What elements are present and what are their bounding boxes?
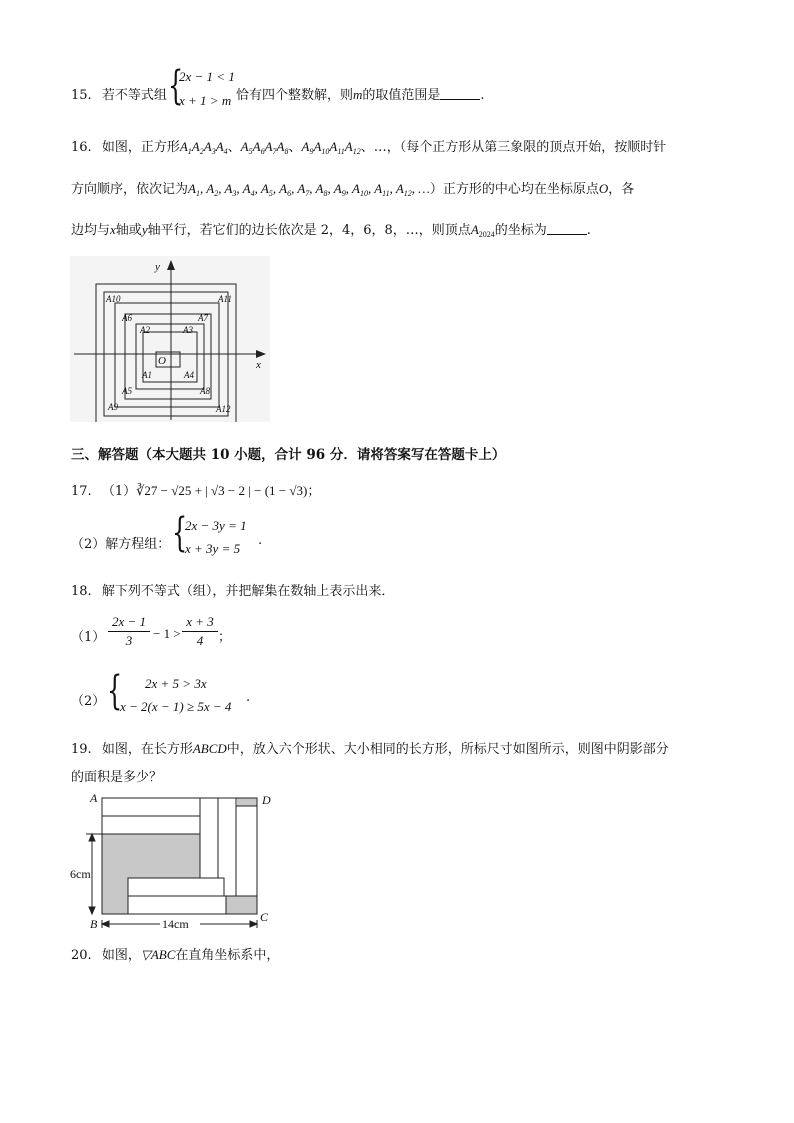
q17-system-row-2: x + 3y = 5	[185, 541, 241, 556]
q16-end: .	[586, 223, 591, 238]
var-y: y	[141, 222, 148, 237]
q16-text: 方向顺序，依次记为	[71, 182, 189, 197]
label-A7: A7	[198, 313, 208, 323]
q18-system-row-2: x − 2(x − 1) ≥ 5x − 4	[120, 699, 232, 714]
question-number: 16.	[71, 140, 92, 155]
rectangles-figure	[70, 788, 280, 934]
q17-end: .	[258, 533, 263, 548]
squares-figure	[70, 256, 270, 422]
section-title: 三、解答题（本大题共 10 小题，合计 96 分．请将答案写在答题卡上）	[71, 447, 506, 463]
q16-line-3	[71, 219, 591, 239]
axis-label-x: x	[256, 359, 261, 371]
q19-line-1	[71, 738, 669, 757]
part-label: （1）	[101, 484, 137, 499]
q19-text: 如图，在长方形	[101, 742, 193, 757]
height-label: 6cm	[70, 867, 91, 881]
q18-system-row-1: 2x + 5 > 3x	[145, 676, 207, 691]
rect-name: ABCD	[192, 741, 227, 756]
triangle-name: ▽ABC	[140, 947, 176, 962]
system-brace: {	[168, 63, 184, 109]
q16-text: 边均与	[71, 223, 111, 238]
q20-line	[71, 944, 279, 963]
fraction-1	[108, 614, 150, 649]
fraction-2-numerator: x + 3	[186, 614, 214, 629]
answer-blank[interactable]	[547, 222, 587, 235]
q16-text: ，（每个正方形从第三象限的顶点开始，按顺时针	[386, 140, 667, 155]
vertex-B: B	[90, 917, 98, 931]
answer-blank[interactable]	[440, 87, 480, 100]
system-brace: {	[172, 510, 188, 556]
q18-end: .	[246, 690, 251, 705]
q18-part-1-label: （1）	[71, 630, 106, 645]
label-A2: A2	[140, 325, 150, 335]
q16-sep: 、	[288, 140, 302, 155]
vertex-subscript: 2024	[478, 230, 495, 239]
vertex-A: A	[470, 222, 479, 237]
shaded-corner-top	[237, 798, 257, 806]
origin-label: O	[158, 355, 166, 367]
axis-label-y: y	[155, 261, 160, 273]
q18-line	[71, 580, 394, 599]
q16-text: ）正方形的中心均在坐标原点	[429, 182, 599, 197]
ellipsis: 、…	[360, 140, 387, 155]
width-label: 14cm	[162, 917, 189, 931]
q16-line-1	[71, 136, 666, 156]
q15-prefix: 若不等式组	[101, 88, 167, 103]
vertex-C: C	[260, 910, 269, 924]
question-number: 15.	[71, 88, 92, 103]
q20-text: 如图，	[101, 948, 141, 963]
label-A6: A6	[122, 313, 132, 323]
q16-text: 轴或	[115, 223, 142, 238]
question-number: 20.	[71, 948, 92, 963]
shaded-corner-bottom	[224, 896, 257, 914]
q17-system-row-1: 2x − 3y = 1	[185, 518, 247, 533]
q16-text: ，各	[608, 182, 635, 197]
label-A8: A8	[200, 386, 210, 396]
q15-suffix-text: 恰有四个整数解，则	[236, 88, 354, 103]
square-1-label: $A_1A_2A_3A_4$	[179, 139, 228, 156]
q16-text: 轴平行，若它们的边长依次是 2，4，6，8，…，则顶点	[147, 223, 471, 238]
fraction-2-denominator: 4	[196, 633, 204, 648]
q16-sep: 、	[227, 140, 241, 155]
q15-suffix-text-2: 的取值范围是	[362, 88, 441, 103]
q16-line-2	[71, 178, 634, 198]
label-A5: A5	[122, 386, 132, 396]
q19-line-2: 的面积是多少？	[71, 770, 163, 785]
label-A9: A9	[108, 402, 118, 412]
q18-middle: − 1 >	[153, 626, 181, 641]
q15-system-row-2: x + 1 > m	[179, 93, 232, 108]
q17-end: ；	[307, 484, 321, 499]
label-A10: A10	[106, 294, 121, 304]
fraction-1-numerator: 2x − 1	[111, 614, 147, 629]
q17-part-1	[71, 480, 320, 499]
origin-label: O	[598, 181, 609, 196]
q18-text: 解下列不等式（组），并把解集在数轴上表示出来．	[101, 584, 395, 599]
question-number: 17.	[71, 484, 92, 499]
q15-line	[71, 84, 167, 103]
square-3-label: $A_9A_{10}A_{11}A_{12}$	[301, 139, 361, 156]
vertex-A: A	[90, 791, 98, 805]
fraction-1-denominator: 3	[125, 633, 133, 648]
label-A4: A4	[184, 370, 194, 380]
vertex-sequence: $A_1$, $A_2$, $A_3$, $A_4$, $A_5$, $A_6$, $A_7$, $A_8$, $A_9$, $A_{10}$, $A_{11}$, $A_{12}$, …	[188, 181, 430, 198]
label-A12: A12	[216, 404, 231, 414]
q15-suffix	[236, 84, 485, 103]
q15-end: .	[480, 88, 485, 103]
question-number: 19.	[71, 742, 92, 757]
q17-expression: ∛27 − √25 + | √3 − 2 | − (1 − √3)	[136, 483, 308, 498]
label-A1: A1	[142, 370, 152, 380]
square-2-label: $A_5A_6A_7A_8$	[240, 139, 289, 156]
q20-text: 在直角坐标系中，	[175, 948, 280, 963]
label-A3: A3	[183, 325, 193, 335]
vertex-D: D	[262, 793, 271, 807]
var-x: x	[110, 222, 116, 237]
q15-system-row-1: 2x − 1 < 1	[179, 69, 235, 84]
q17-part-2-label: （2）解方程组：	[71, 537, 171, 552]
q19-text: 中，放入六个形状、大小相同的长方形，所标尺寸如图所示，则图中阴影部分	[226, 742, 669, 757]
q15-var-m: m	[353, 87, 363, 102]
label-A11: A11	[218, 294, 232, 304]
question-number: 18.	[71, 584, 92, 599]
q18-part-2-label: （2）	[71, 694, 106, 709]
q16-text: 如图，正方形	[101, 140, 180, 155]
q18-part-1-end: ；	[218, 630, 232, 645]
q16-text: 的坐标为	[494, 223, 547, 238]
fraction-2	[182, 614, 218, 649]
system-brace: {	[107, 668, 123, 714]
